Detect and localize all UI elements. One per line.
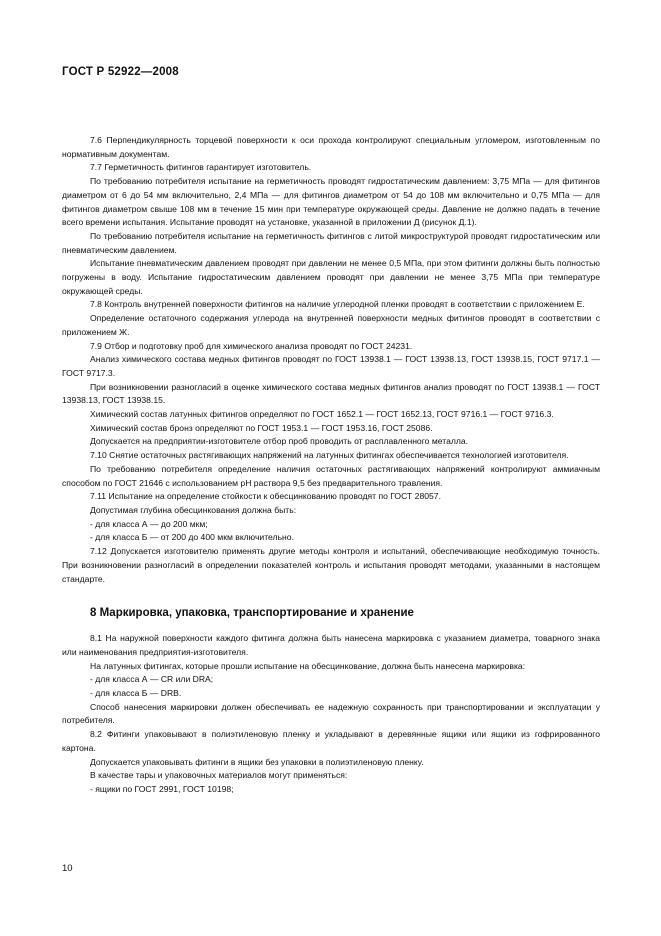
paragraph: Испытание пневматическим давлением проводят при давлении не менее 0,5 МПа, при этом фитинги должны быть полностью погружены в воду. Испытание гидростатическим давлением проводят при давлении не менее 3,75 МПа при температуре окружающей среды. [62, 258, 600, 296]
paragraph: Допустимая глубина обесцинкования должна быть: [90, 504, 297, 515]
paragraph-7-8: 7.8 Контроль внутренней поверхности фитингов на наличие углеродной пленки проводят в соответствии с приложением Е. [90, 299, 585, 310]
paragraph: По требованию потребителя определение наличия остаточных растягивающих напряжений контролируют аммиачным способом по ГОСТ 21646 с использованием pH раствора 9,5 без предварительного травления. [62, 463, 600, 488]
paragraph-7-11: 7.11 Испытание на определение стойкости к обесцинкованию проводят по ГОСТ 28057. [90, 491, 441, 502]
list-item: - для класса Б — от 200 до 400 мкм включительно. [90, 532, 294, 543]
list-item: - для класса Б — DRB. [90, 688, 182, 699]
paragraph-7-6: 7.6 Перпендикулярность торцевой поверхности к оси прохода контролируют специальным угломером, изготовленным по нормативным документам. [62, 135, 600, 159]
paragraph: В качестве тары и упаковочных материалов могут применяться: [90, 770, 348, 781]
list-item: - для класса А — до 200 мкм; [90, 518, 208, 529]
paragraph-7-9: 7.9 Отбор и подготовку проб для химического анализа проводят по ГОСТ 24231. [90, 340, 413, 351]
paragraph-7-12: 7.12 Допускается изготовителю применять другие методы контроля и испытаний, обеспечивающие необходимую точность. При возникновении разногласий в определении показателей контроль и испытания проводят методами, указанными в настоящем стандарте. [62, 546, 600, 584]
section-8-heading: 8 Маркировка, упаковка, транспортирование и хранение [90, 607, 414, 620]
paragraph-8-1: 8.1 На наружной поверхности каждого фитинга должна быть нанесена маркировка с указанием диаметра, товарного знака или наименования предприятия-изготовителя. [62, 633, 600, 657]
paragraph: Допускается упаковывать фитинги в ящики без упаковки в полиэтиленовую пленку. [90, 756, 424, 767]
paragraph: Анализ химического состава медных фитингов проводят по ГОСТ 13938.1 — ГОСТ 13938.13, ГОСТ 13938.15, ГОСТ 9717.1 — ГОСТ 9717.3. [62, 354, 600, 378]
list-item: - для класса А — CR или DRA; [90, 674, 214, 685]
paragraph: Химический состав бронз определяют по ГОСТ 1953.1 — ГОСТ 1953.16, ГОСТ 25086. [90, 422, 433, 433]
paragraph: Определение остаточного содержания углерода на внутренней поверхности медных фитингов проводят в соответствии с приложением Ж. [62, 313, 600, 337]
list-item: - ящики по ГОСТ 2991, ГОСТ 10198; [90, 783, 234, 794]
paragraph: Допускается на предприятии-изготовителе отбор проб проводить от расплавленного металла. [90, 436, 469, 447]
document-code-header: ГОСТ Р 52922—2008 [62, 66, 179, 78]
paragraph: Способ нанесения маркировки должен обеспечивать ее надежную сохранность при транспортировании и эксплуатации у потребителя. [62, 701, 600, 726]
document-body [62, 134, 600, 797]
paragraph: При возникновении разногласий в оценке химического состава медных фитингов анализ проводят по ГОСТ 13938.1 — ГОСТ 13938.13, ГОСТ 13938.15. [62, 381, 600, 406]
paragraph-7-10: 7.10 Снятие остаточных растягивающих напряжений на латунных фитингах обеспечивается технологией изготовителя. [90, 450, 569, 461]
paragraph: По требованию потребителя испытание на герметичность проводят гидростатическим давлением: 3,75 МПа — для фитингов диаметром от 6 до 54 мм включительно, 2,4 МПа — для фитингов диаметром от 54 до 108 мм включительно и 0,75 МПа — для фитингов диаметром свыше 108 мм в течение 15 мин при температуре окружающей среды. Давление не должно падать в течение всего времени испытания. Испытание проводят на установке, указанной в приложении Д (рисунок Д.1). [62, 176, 600, 228]
paragraph: Химический состав латунных фитингов определяют по ГОСТ 1652.1 — ГОСТ 1652.13, ГОСТ 9716.1 — ГОСТ 9716.3. [90, 409, 554, 420]
paragraph-8-2: 8.2 Фитинги упаковывают в полиэтиленовую пленку и укладывают в деревянные ящики или ящики из гофрированного картона. [62, 729, 600, 753]
page-number: 10 [62, 863, 73, 874]
paragraph: На латунных фитингах, которые прошли испытание на обесцинкование, должна быть нанесена маркировка: [90, 660, 526, 671]
paragraph-7-7: 7.7 Герметичность фитингов гарантирует изготовитель. [90, 162, 312, 173]
paragraph: По требованию потребителя испытание на герметичность фитингов с литой микроструктурой проводят гидростатическим или пневматическим давлением. [62, 230, 600, 255]
